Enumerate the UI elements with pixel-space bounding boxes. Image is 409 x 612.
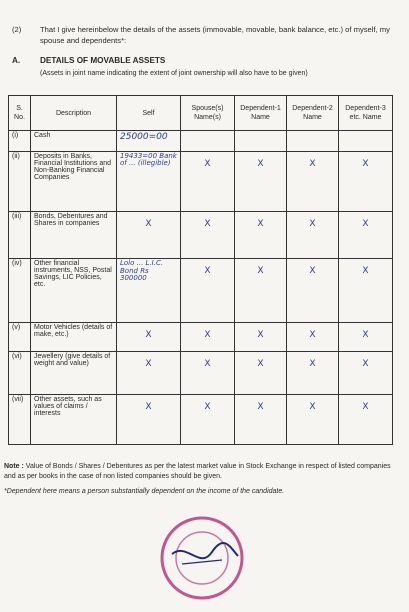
- table-row: [9, 131, 393, 152]
- section-subnote: (Assets in joint name indicating the extent of joint ownership will also have to be given): [40, 70, 308, 77]
- note-label: Note :: [4, 463, 24, 470]
- note-text: Value of Bonds / Shares / Debentures as per the latest market value in Stock Exchange in respect of listed companies and as per books in the case of non listed companies should be given.: [4, 463, 391, 480]
- header-self: Self: [117, 96, 181, 131]
- cross-mark: X: [362, 330, 369, 341]
- cross-mark: X: [362, 266, 369, 277]
- dependent-definition: *Dependent here means a person substantially dependent on the income of the candidate.: [4, 488, 285, 495]
- cell-description: Other assets, such as values of claims / interests: [31, 395, 117, 445]
- cell-dependent-1: [235, 151, 287, 211]
- table-row: [9, 323, 393, 352]
- handwritten-cash: 25000=00: [120, 132, 168, 143]
- cross-mark: X: [204, 218, 211, 229]
- cell-dependent-3: [339, 259, 393, 323]
- cell-dependent-1: [235, 259, 287, 323]
- handwritten-financial-instruments: Lolo ... L.I.C. Bond Rs 300000: [120, 259, 164, 283]
- cell-dependent-2: [287, 352, 339, 395]
- cell-dependent-2: [287, 131, 339, 152]
- cell-spouse: [181, 323, 235, 352]
- table-row: [9, 151, 393, 211]
- cell-self: [117, 395, 181, 445]
- cross-mark: X: [145, 330, 152, 341]
- cell-sno: (v): [9, 323, 31, 352]
- cross-mark: X: [362, 158, 369, 169]
- cross-mark: X: [362, 402, 369, 413]
- header-spouse: Spouse(s) Name(s): [181, 96, 235, 131]
- cross-mark: X: [309, 266, 316, 277]
- cell-dependent-3: [339, 211, 393, 258]
- cross-mark: X: [145, 402, 152, 413]
- cell-sno: (vi): [9, 352, 31, 395]
- cell-description: Other financial instruments, NSS, Postal Savings, LIC Policies, etc.: [31, 259, 117, 323]
- cell-self: [117, 323, 181, 352]
- cell-dependent-1: [235, 323, 287, 352]
- cell-self: [117, 352, 181, 395]
- cell-dependent-2: [287, 395, 339, 445]
- cross-mark: X: [309, 330, 316, 341]
- cell-spouse: [181, 259, 235, 323]
- intro-text: That I give hereinbelow the details of the assets (immovable, movable, bank balance, etc.) of myself, my spouse and dependents*:: [40, 25, 390, 45]
- cell-dependent-1: [235, 211, 287, 258]
- cell-dependent-1: [235, 395, 287, 445]
- cell-dependent-2: [287, 323, 339, 352]
- cross-mark: X: [257, 330, 264, 341]
- header-sno: S. No.: [9, 96, 31, 131]
- cell-description: Jewellery (give details of weight and value): [31, 352, 117, 395]
- cell-self: [117, 131, 181, 152]
- cross-mark: X: [204, 359, 211, 370]
- cross-mark: X: [362, 218, 369, 229]
- cross-mark: X: [257, 218, 264, 229]
- cell-description: Bonds, Debentures and Shares in companies: [31, 211, 117, 258]
- table-row: [9, 211, 393, 258]
- cell-dependent-3: [339, 151, 393, 211]
- cell-dependent-3: [339, 131, 393, 152]
- cell-spouse: [181, 151, 235, 211]
- section-title: DETAILS OF MOVABLE ASSETS: [40, 56, 166, 65]
- cell-self: [117, 211, 181, 258]
- cell-dependent-2: [287, 151, 339, 211]
- signature-flourish: [182, 560, 222, 564]
- movable-assets-table: [8, 95, 393, 445]
- table-row: [9, 395, 393, 445]
- cell-dependent-3: [339, 395, 393, 445]
- header-description: Description: [31, 96, 117, 131]
- cell-sno: (ii): [9, 151, 31, 211]
- table-row: [9, 352, 393, 395]
- cell-dependent-3: [339, 352, 393, 395]
- cell-dependent-2: [287, 211, 339, 258]
- cross-mark: X: [309, 158, 316, 169]
- cross-mark: X: [145, 218, 152, 229]
- cell-sno: (i): [9, 131, 31, 152]
- header-dependent-1: Dependent-1 Name: [235, 96, 287, 131]
- cross-mark: X: [145, 359, 152, 370]
- cell-spouse: [181, 131, 235, 152]
- cross-mark: X: [257, 266, 264, 277]
- note: [4, 462, 404, 482]
- cell-self: [117, 259, 181, 323]
- cell-spouse: [181, 395, 235, 445]
- section-letter: A.: [12, 56, 21, 65]
- table-header-row: [9, 96, 393, 131]
- cell-dependent-2: [287, 259, 339, 323]
- cross-mark: X: [204, 266, 211, 277]
- cell-dependent-3: [339, 323, 393, 352]
- cross-mark: X: [309, 359, 316, 370]
- cell-description: Deposits in Banks, Financial Institutions and Non-Banking Financial Companies: [31, 151, 117, 211]
- header-dependent-2: Dependent-2 Name: [287, 96, 339, 131]
- cross-mark: X: [204, 330, 211, 341]
- cross-mark: X: [362, 359, 369, 370]
- cell-dependent-1: [235, 352, 287, 395]
- cell-sno: (iv): [9, 259, 31, 323]
- handwritten-deposits: 19433=00 Bank of ... (illegible): [120, 151, 177, 168]
- header-dependent-3: Dependent-3 etc. Name: [339, 96, 393, 131]
- cross-mark: X: [309, 218, 316, 229]
- cell-sno: (vii): [9, 395, 31, 445]
- cell-dependent-1: [235, 131, 287, 152]
- cell-description: Motor Vehicles (details of make, etc.): [31, 323, 117, 352]
- table-row: [9, 259, 393, 323]
- cell-sno: (iii): [9, 211, 31, 258]
- section-heading: [12, 56, 166, 65]
- cell-spouse: [181, 211, 235, 258]
- cell-self: [117, 151, 181, 211]
- cell-spouse: [181, 352, 235, 395]
- cell-description: Cash: [31, 131, 117, 152]
- intro-number: (2): [12, 25, 22, 34]
- cross-mark: X: [257, 359, 264, 370]
- cross-mark: X: [257, 158, 264, 169]
- cross-mark: X: [257, 402, 264, 413]
- cross-mark: X: [204, 402, 211, 413]
- official-seal-and-signature: [152, 512, 252, 602]
- cross-mark: X: [309, 402, 316, 413]
- cross-mark: X: [204, 158, 211, 169]
